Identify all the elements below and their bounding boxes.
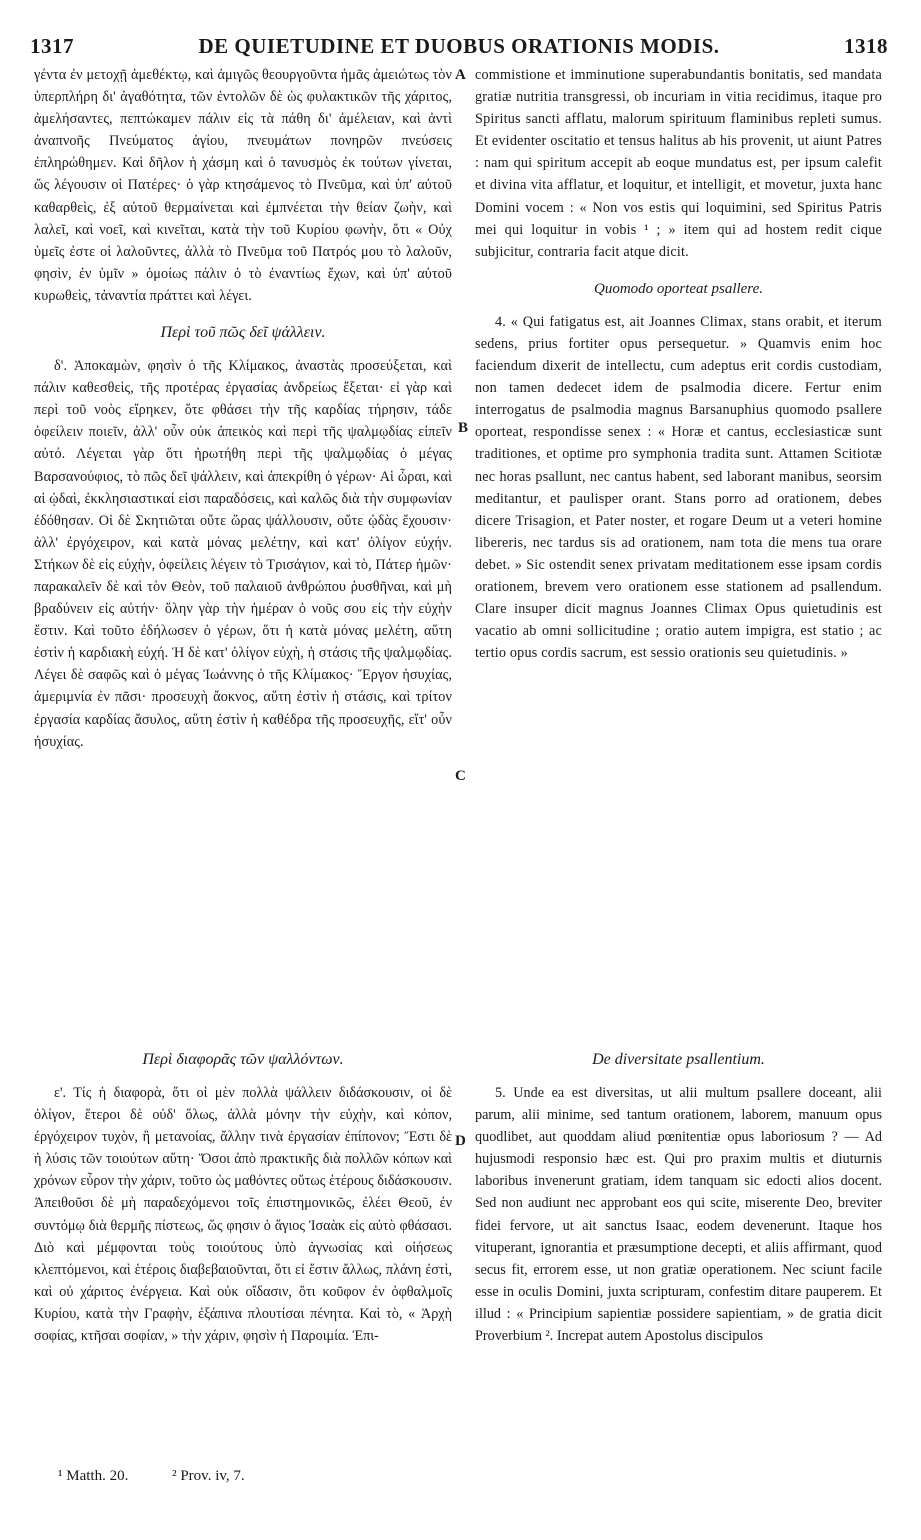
footnote-2: ² Prov. iv, 7. [172,1468,245,1484]
latin-paragraph-1: commistione et imminutione superabundantis bonitatis, sed mandata gratiæ nutritia transgressi, ob incuriam in vitia recidimus, itaque pro Spiritus sancti afflatu, malorum spirituum flaminibus repleti sumus. Et evidenter oscitatio et tensus halitus ab his provenit, ut aiunt Patres : nam qui spiritum accepit ab eoque mundatus est, per ipsum calefit et divina vita afflatur, et loquitur, et intelligit, et movetur, juxta hanc Domini vocem : « Non vos estis qui loquimini, sed Spiritus Patris mei qui loquitur in vobis ¹ ; » item qui ad hostem redit cique subjicitur, contraria facit atque dicit. [475,67,882,260]
latin-section-2 [475,1034,882,1347]
running-head [30,34,888,60]
running-title: DE QUIETUDINE ET DUOBUS ORATIONIS MODIS. [198,34,720,58]
greek-heading-diversitate: Περὶ διαφορᾶς τῶν ψαλλόντων. [142,1051,344,1068]
greek-heading-psallere: Περὶ τοῦ πῶς δεῖ ψάλλειν. [160,324,326,342]
margin-marker-d: D [455,1133,466,1149]
greek-paragraph-1: γέντα ἐν μετοχῇ ἀμεθέκτῳ, καὶ ἀμιγῶς θεουργοῦντα ἡμᾶς ἀμειώτως τὸν ὑπερπλήρη δι' ἀγαθότητα, τῶν ἐντολῶν δὲ ὡς φυλακτικῶν τῆς χάριτος, ἀμελήσαντες, πεπτώκαμεν πάλιν εἰς τὰ πάθη δι' ἀμέλειαν, καὶ ἀντὶ ἀναπνοῆς Πνεύματος ἁγίου, πνευμάτων πονηρῶν πνεύσεις ἐπληρώθημεν. Καὶ δῆλον ἡ χάσμη καὶ ὁ τανυσμὸς ἐκ τούτων γίνεται, ὥς λέγουσιν οἱ Πατέρες· ὁ γὰρ κτησάμενος τὸ Πνεῦμα, καὶ ὑπ' αὐτοῦ καθαρθεὶς, ἐξ αὐτοῦ θερμαίνεται καὶ ἐμπνέεται τὴν θείαν ζωὴν, καὶ λαλεῖ, καὶ νοεῖ, καὶ κινεῖται, κατὰ τὴν τοῦ Κυρίου φωνὴν, ὅτι « Οὐχ ὑμεῖς ἐστε οἱ λαλοῦντες, ἀλλὰ τὸ Πνεῦμα τοῦ Πατρός μου τὸ λαλοῦν, φησὶν, ἐν ὑμῖν » ὁμοίως πάλιν ὁ τὸ ἐναντίως ἔχων, καὶ ὑπ' αὐτοῦ κυρωθεὶς, τἀναντία πράττει καὶ λέγει. [34,67,452,304]
greek-paragraph-2: δ'. Ἀποκαμὼν, φησὶν ὁ τῆς Κλίμακος, ἀναστὰς προσεύξεται, καὶ πάλιν καθεσθεὶς, τῆς προτέρας ἐργασίας ἀνδρείως ἕξεται· εἰ γὰρ καὶ περὶ τοῦ νοὸς εἴρηκεν, ὅτε φθάσει τὴν τῆς καρδίας τήρησιν, τάδε ὀφείλειν ποιεῖν, ἀλλ' οὖν οὐκ ἀπεικὸς καὶ περὶ τῆς ψαλμῳδίας εἰπεῖν αὐτό. Λέγεται γὰρ ὅτι ἠρωτήθη περὶ τῆς ψαλμῳδίας ὁ μέγας Βαρσανούφιος, τὸ πῶς δεῖ ψάλλειν, καὶ ἀπεκρίθη ὁ γέρων· Αἱ ὧραι, καὶ αἱ ᾠδαὶ, ἐκκλησιαστικαί εἰσι παραδόσεις, καὶ καλῶς διὰ τὴν συμφωνίαν ἐδόθησαν. Οἱ δὲ Σκητιῶται οὔτε ὥρας ψάλλουσιν, οὔτε ᾠδὰς ἔχουσιν· ἀλλ' ἐργόχειρον, καὶ κατὰ μόνας μελέτην, καὶ κατ' ὀλίγον εὐχήν. Στήκων δὲ εἰς εὐχὴν, ὀφείλεις λέγειν τὸ Τρισάγιον, καὶ τὸ, Πάτερ ἡμῶν· παρακαλεῖν δὲ καὶ τὸν Θεὸν, τοῦ παλαιοῦ ἀνθρώπου ῥυσθῆναι, καὶ μὴ βραδύνειν εἰς αὐτήν· ὅλην γὰρ τὴν ἡμέραν ὁ νοῦς σου εἰς τὴν εὐχὴν ἔστιν. Καὶ τοῦτο ἐδήλωσεν ὁ γέρων, ὅτι ἡ κατὰ μόνας μελέτη, αὕτη ἐστὶν ἡ καρδιακὴ εὐχή. Ἡ δὲ κατ' ὀλίγον εὐχὴ, ἡ στάσις τῆς ψαλμῳδίας. Λέγει δὲ σαφῶς καὶ ὁ μέγας Ἰωάννης ὁ τῆς Κλίμακος· Ἔργον ἡσυχίας, ἀμεριμνία ἐν πᾶσι· προσευχὴ ἄοκνος, αὕτη ἐστὶν ἡ στάσις, καὶ τρίτον ἐργασία καρδίας ἄσυλος, αὕτη ἐστὶν ἡ καθέδρα τῆς προσευχῆς, εἴτ' οὖν ἡσυχίας. [34,358,452,750]
margin-marker-a: A [455,67,466,83]
latin-paragraph-2: 4. « Qui fatigatus est, ait Joannes Climax, stans orabit, et iterum sedens, prius fortiter opus persequetur. » Quamvis enim hoc faciendum dixerit de intellectu, cum adeptus erit cordis custodiam, non tamen dedecet idem de psalmodia dicere. Fertur enim interrogatus de psalmodia magnus Barsanuphius quomodo psallere oporteat, respondisse senex : « Horæ et cantus, ecclesiasticæ sunt traditiones, et optime pro symphonia tradita sunt. Attamen Scitiotæ nec horas psallunt, nec cantus habent, sed laborant manibus, seorsim meditantur, et paulisper orant. Stans porro ad orationem, debes dicere Trisagion, et Pater noster, et rogare Deum ut a veteri homine libereris, nec tardus sis ad orationem, nam tota die mens tua orare debet. » Sic ostendit senex privatam meditationem esse ipsam cordis orationem, brevem vero orationem esse stationem ad psallendum. Clare insuper dicit magnus Joannes Climax Opus quietudinis est vacatio ab omni sollicitudine ; oratio autem impigra, est statio ; ac tertio opus cordis sacrum, est sessio orationis seu quietudinis. » [475,313,882,662]
page-number-right: 1318 [844,34,888,58]
greek-column [34,64,452,753]
greek-section-2 [34,1034,452,1347]
greek-paragraph-3: ε'. Τίς ἡ διαφορὰ, ὅτι οἱ μὲν πολλὰ ψάλλειν διδάσκουσιν, οἱ δὲ ὀλίγον, ἕτεροι δὲ οὐδ' ὅλως, ἀλλὰ μόνην τὴν εὐχὴν, καὶ κόπον, ἐργόχειρον τυχὸν, ἢ μετανοίας, ἄλλην τινὰ ἐργασίαν ἐπίπονον; Ἔστι δὲ ἡ λύσις τῶν τοιούτων αὕτη· Ὅσοι ἀπὸ πρακτικῆς διὰ πολλῶν κόπων καὶ χρόνων εὗρον τὴν χάριν, τοῦτο ὡς μαθόντες οὕτως ἑτέρους διδάσκουσιν. Ἀπειθοῦσι δὲ μὴ παραδεχόμενοι τοῖς ἐπιστημονικῶς, ἐλέει Θεοῦ, ἐν συντόμῳ διὰ θερμῆς πίστεως, ὥς φησιν ὁ ἅγιος Ἰσαὰκ εἰς αὐτὸ φθάσασι. Διὸ καὶ μέμφονται τοὺς τοιούτους ὑπὸ ἀγνωσίας καὶ οἰήσεως κλεπτόμενοι, καὶ ἑτέροις διαβεβαιοῦνται, ὅτι εἰ ἔστιν ἄλλως, πλάνη ἐστὶ, καὶ οὐ χάριτος ἐνέργεια. Καὶ οὐκ οἴδασιν, ὅτι κοῦφον ἐν ὀφθαλμοῖς Κυρίου, κατὰ τὴν Γραφὴν, ἐξάπινα πλουτίσαι πένητα. Καὶ τὸ, « Ἀρχὴ σοφίας, κτῆσαι σοφίαν, » τὴν χάριν, φησὶν ἡ Παροιμία. Ἐπι- [34,1085,452,1345]
footnote-1: ¹ Matth. 20. [58,1468,129,1484]
margin-marker-b: B [458,420,469,436]
latin-column [475,64,882,664]
footnotes [58,1468,558,1485]
page-number-left: 1317 [30,34,74,58]
latin-heading-diversitate: De diversitate psallentium. [592,1051,765,1068]
latin-heading-psallere: Quomodo oporteat psallere. [593,280,763,297]
latin-paragraph-3: 5. Unde ea est diversitas, ut alii multum psallere doceant, alii parum, alii minime, sed tantum orationem, laborem, manuum opus quodlibet, aut quoddam aliud pœnitentiæ opus laboriosum ? — Ad hujusmodi responsio hæc est. Qui pro praxim multis et diuturnis laboribus invenerunt gratiam, idem tanquam sic edocti alios docent. Sed non audiunt nec approbant eos qui scite, miserente Deo, breviter fidei fervore, ut ait sanctus Isaac, eodem devenerunt. Itaque hos vituperant, ignorantia et præsumptione decepti, et aliis affirmant, quod secus fit, errorem esse, ut non gratiæ operationem. Nec sciunt facile esse in oculis Domini, juxta scripturam, confestim ditare pauperem. Et illud : « Principium sapientiæ possidere sapientiam, » de gratia dicit Proverbium ². Increpat autem Apostolus discipulos [475,1085,882,1345]
margin-marker-c: C [455,768,466,784]
